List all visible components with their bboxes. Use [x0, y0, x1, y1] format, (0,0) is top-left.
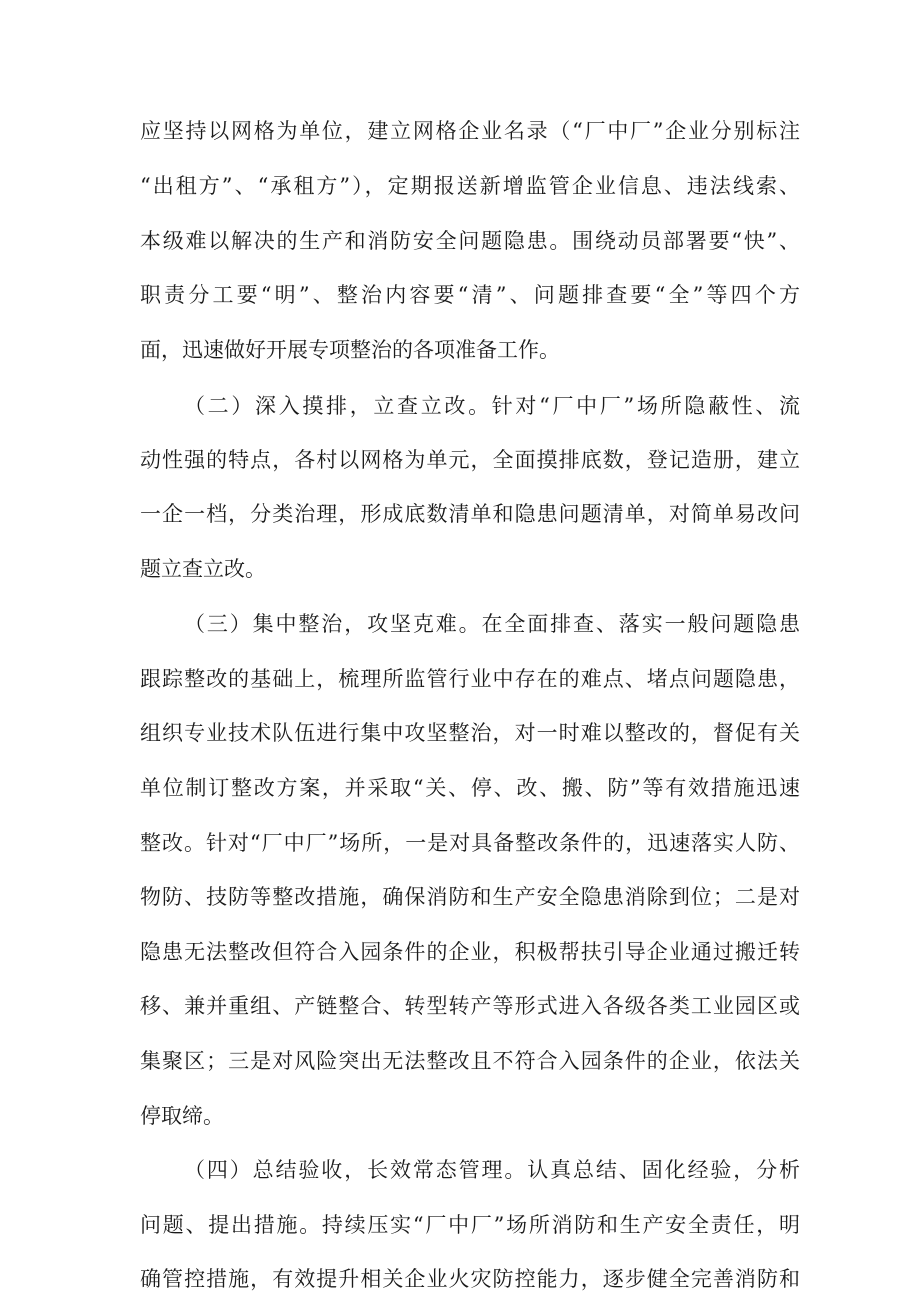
text-line: 一企一档，分类治理，形成底数清单和隐患问题清单，对简单易改问	[140, 502, 800, 526]
text-line: 单位制订整改方案，并采取“关、停、改、搬、防”等有效措施迅速	[140, 776, 800, 800]
text-line: 职责分工要“明”、整治内容要“清”、问题排查要“全”等四个方	[140, 283, 800, 307]
text-line: 动性强的特点，各村以网格为单元，全面摸排底数，登记造册，建立	[140, 448, 800, 472]
text-line: 问题、提出措施。持续压实“厂中厂”场所消防和生产安全责任，明	[140, 1213, 800, 1237]
text-line: 移、兼并重组、产链整合、转型转产等形式进入各级各类工业园区或	[140, 994, 800, 1018]
text-line: 面，迅速做好开展专项整治的各项准备工作。	[140, 338, 560, 362]
paragraph-heading-line: （二）深入摸排，立查立改。针对“厂中厂”场所隐蔽性、流	[184, 394, 800, 418]
text-line: 本级难以解决的生产和消防安全问题隐患。围绕动员部署要“快”、	[140, 229, 800, 253]
text-line: 物防、技防等整改措施，确保消防和生产安全隐患消除到位；二是对	[140, 885, 800, 909]
text-line: 应坚持以网格为单位，建立网格企业名录（“厂中厂”企业分别标注	[140, 119, 800, 143]
text-line: 隐患无法整改但符合入园条件的企业，积极帮扶引导企业通过搬迁转	[140, 940, 800, 964]
text-line: “出租方”、“承租方”），定期报送新增监管企业信息、违法线索、	[140, 174, 800, 198]
text-line: 题立查立改。	[140, 557, 266, 581]
text-line: 停取缔。	[140, 1104, 224, 1128]
text-line: 确管控措施，有效提升相关企业火灾防控能力，逐步健全完善消防和	[140, 1267, 800, 1291]
text-line: 集聚区；三是对风险突出无法整改且不符合入园条件的企业，依法关	[140, 1049, 800, 1073]
text-line: 组织专业技术队伍进行集中攻坚整治，对一时难以整改的，督促有关	[140, 721, 800, 745]
text-line: 跟踪整改的基础上，梳理所监管行业中存在的难点、堵点问题隐患，	[140, 667, 800, 691]
paragraph-heading-line: （三）集中整治，攻坚克难。在全面排查、落实一般问题隐患	[184, 612, 800, 636]
text-line: 整改。针对“厂中厂”场所，一是对具备整改条件的，迅速落实人防、	[140, 831, 800, 855]
paragraph-heading-line: （四）总结验收，长效常态管理。认真总结、固化经验，分析	[184, 1158, 800, 1182]
